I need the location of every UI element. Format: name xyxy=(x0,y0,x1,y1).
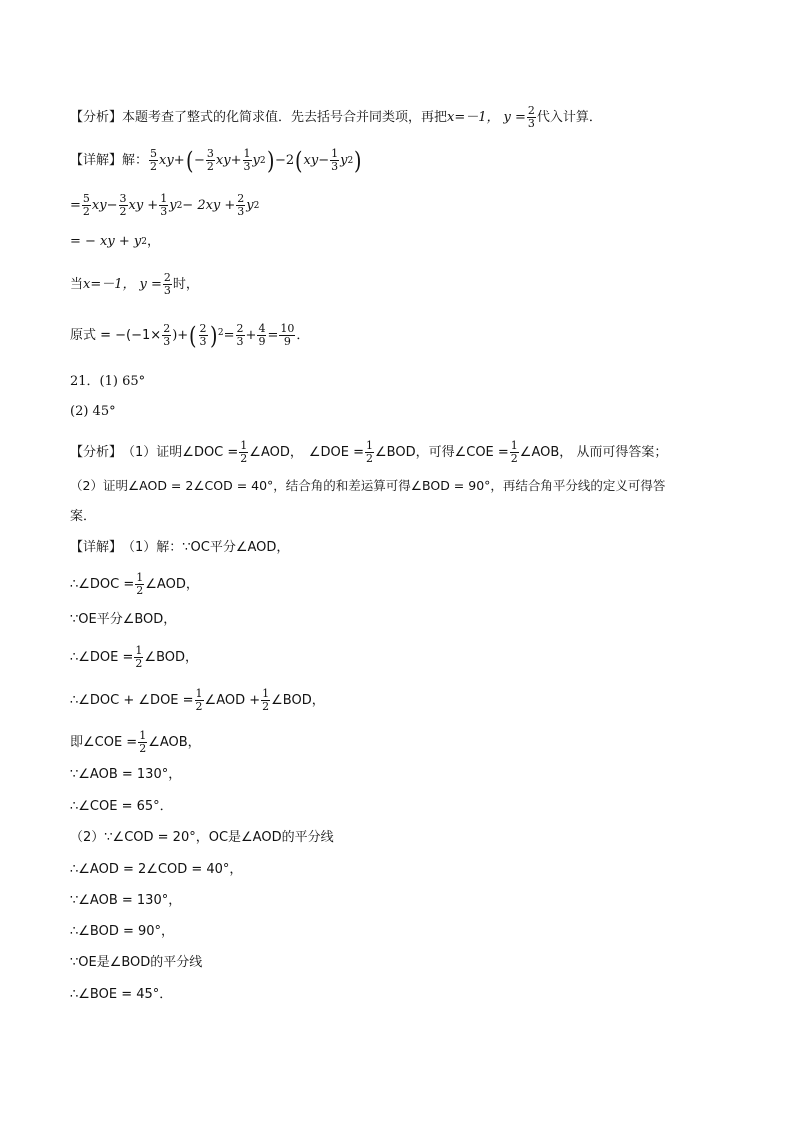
detail-text: ∴∠BOE = 45°． xyxy=(70,987,173,1002)
q21-detail-line-7 xyxy=(70,765,734,785)
punctuation: ， xyxy=(146,234,160,249)
term: xy xyxy=(215,152,231,168)
fraction: $\frac{3}{2}$ xyxy=(119,192,127,218)
coefficient: 2 xyxy=(285,152,295,168)
analysis-text: ∠DOE = xyxy=(308,444,364,460)
detail-text: ∴∠BOD = 90°， xyxy=(70,924,175,939)
q21-analysis-line-3 xyxy=(70,507,734,527)
operator: + xyxy=(230,152,242,168)
exponent: 2 xyxy=(217,328,224,338)
punctuation: ． xyxy=(296,327,310,343)
q21-detail-line-12 xyxy=(70,922,734,942)
term: y xyxy=(169,197,177,213)
paren-open: ( xyxy=(295,146,303,175)
fraction: $\frac{1}{2}$ xyxy=(136,571,144,597)
q21-detail-line-11 xyxy=(70,891,734,911)
term: xy xyxy=(303,152,319,168)
analysis-20-line xyxy=(70,105,734,130)
fraction: $\frac{1}{2}$ xyxy=(135,644,143,670)
paren-close: ) xyxy=(354,146,362,175)
fraction: $\frac{4}{9}$ xyxy=(258,322,266,348)
analysis-text: ∠AOB， 从而可得答案； xyxy=(519,444,668,460)
answer-part-2: (2) 45° xyxy=(70,404,116,419)
result-prefix: 原式 = −(−1× xyxy=(70,327,162,343)
term: − 2xy + xyxy=(182,197,236,213)
y-fraction: $\frac{2}{3}$ xyxy=(527,104,535,130)
q21-detail-line-2 xyxy=(70,572,734,597)
q21-detail-line-8 xyxy=(70,797,734,817)
when-label: 当 xyxy=(70,276,84,292)
equals: = xyxy=(223,327,235,343)
equals: = xyxy=(70,197,81,213)
analysis-tag: 【分析】 xyxy=(70,109,123,125)
fraction: $\frac{2}{3}$ xyxy=(199,322,207,348)
detail-20-when-line xyxy=(70,272,734,297)
detail-text: ∵OE是∠BOD的平分线 xyxy=(70,955,203,970)
q21-analysis-line-1 xyxy=(70,440,734,465)
term: xy xyxy=(91,197,107,213)
detail-text: 即∠COE = xyxy=(70,734,138,750)
q21-analysis-line-2 xyxy=(70,476,754,496)
fraction: $\frac{1}{2}$ xyxy=(262,687,270,713)
q21-detail-line-4 xyxy=(70,645,734,670)
detail-20-line-2 xyxy=(70,193,734,218)
exponent: 2 xyxy=(141,237,147,247)
analysis-text: ∠AOD， xyxy=(249,444,303,460)
detail-text: ∴∠AOD = 2∠COD = 40°， xyxy=(70,862,243,877)
analysis-text: 案． xyxy=(70,509,97,524)
fraction: $\frac{2}{3}$ xyxy=(237,192,245,218)
operator: + xyxy=(173,152,185,168)
y-value-label: y = xyxy=(503,109,526,125)
detail-text: ∵OE平分∠BOD， xyxy=(70,612,177,627)
fraction: $\frac{2}{3}$ xyxy=(163,271,171,297)
detail-text: ∠BOD， xyxy=(271,692,325,708)
analysis-text-1: 本题考查了整式的化简求值．先去括号合并同类项，再把 xyxy=(122,109,448,125)
q21-detail-line-1 xyxy=(70,538,734,558)
detail-text: ∠AOD， xyxy=(145,576,199,592)
fraction: $\frac{1}{3}$ xyxy=(243,147,251,173)
q21-detail-line-5 xyxy=(70,688,734,713)
analysis-text-2: 代入计算． xyxy=(536,109,602,125)
detail-text: ∠AOB， xyxy=(148,734,201,750)
paren-close: ) xyxy=(209,321,217,350)
q21-detail-line-14 xyxy=(70,985,734,1005)
q21-detail-line-6 xyxy=(70,730,734,755)
operator: )+ xyxy=(172,327,189,343)
fraction: $\frac{1}{2}$ xyxy=(366,439,373,465)
paren-close: ) xyxy=(266,146,275,175)
fraction: $\frac{1}{3}$ xyxy=(331,147,339,173)
fraction: $\frac{2}{3}$ xyxy=(163,322,171,348)
detail-text: ∴∠DOC + ∠DOE = xyxy=(70,692,194,708)
detail-text: ∴∠DOC = xyxy=(70,576,135,592)
fraction: $\frac{1}{2}$ xyxy=(139,729,147,755)
q21-detail-line-10 xyxy=(70,860,734,880)
detail-20-line-3 xyxy=(70,232,734,252)
analysis-text: （1）证明∠DOC = xyxy=(122,444,239,460)
operator: + xyxy=(245,327,257,343)
detail-text: （1）解：∵OC平分∠AOD， xyxy=(122,540,290,555)
detail-text: ∴∠DOE = xyxy=(70,649,134,665)
fraction: $\frac{1}{2}$ xyxy=(240,439,248,465)
analysis-text: ∠BOD，可得∠COE = xyxy=(375,444,509,460)
operator: − xyxy=(318,152,330,168)
detail-text: （2）∵∠COD = 20°，OC是∠AOD的平分线 xyxy=(70,830,334,845)
q21-detail-line-9 xyxy=(70,828,734,848)
q21-detail-line-3 xyxy=(70,610,734,630)
y-value-label: y = xyxy=(139,276,162,292)
x-value: x=－1， xyxy=(447,109,500,125)
analysis-text: （2）证明∠AOD = 2∠COD = 40°，结合角的和差运算可得∠BOD = 90°，再结合角平分线的定义可得答 xyxy=(70,478,666,493)
fraction: $\frac{1}{2}$ xyxy=(195,687,203,713)
fraction: $\frac{10}{9}$ xyxy=(280,322,295,348)
fraction: $\frac{5}{2}$ xyxy=(82,192,90,218)
paren-open: ( xyxy=(189,321,197,350)
when-suffix: 时， xyxy=(172,276,199,292)
detail-20-result-line xyxy=(70,323,734,348)
term: xy + xyxy=(128,197,159,213)
operator: − xyxy=(106,197,118,213)
operator: − xyxy=(194,152,205,168)
exponent: 2 xyxy=(253,200,260,211)
detail-text: ∠AOD + xyxy=(204,692,261,708)
term: y xyxy=(340,152,348,168)
q21-answer-1 xyxy=(70,372,734,392)
detail-text: ∵∠AOB = 130°， xyxy=(70,893,182,908)
detail-text: ∵∠AOB = 130°， xyxy=(70,767,182,782)
q21-detail-line-13 xyxy=(70,953,734,973)
fraction: $\frac{2}{3}$ xyxy=(236,322,244,348)
term: xy xyxy=(159,152,174,168)
analysis-tag: 【分析】 xyxy=(70,444,123,460)
fraction: $\frac{3}{2}$ xyxy=(206,147,214,173)
detail-tag: 【详解】 xyxy=(70,152,123,168)
exponent: 2 xyxy=(176,200,183,211)
detail-20-line-1 xyxy=(70,148,734,173)
exponent: 2 xyxy=(259,155,266,166)
q21-answer-2 xyxy=(70,402,734,422)
equals: = xyxy=(267,327,279,343)
term: y xyxy=(246,197,254,213)
paren-open: ( xyxy=(185,146,194,175)
exponent: 2 xyxy=(347,155,354,166)
detail-text: ∠BOD， xyxy=(144,649,199,665)
detail-tag: 【详解】 xyxy=(70,540,123,555)
question-number: 21．(1) 65° xyxy=(70,374,146,389)
detail-text: ∴∠COE = 65°． xyxy=(70,799,173,814)
expression: = − xy + y xyxy=(70,234,142,249)
operator: − xyxy=(274,152,286,168)
term: y xyxy=(252,152,260,168)
x-value: x=－1， xyxy=(83,276,136,292)
fraction: $\frac{5}{2}$ xyxy=(150,147,158,173)
detail-intro: 解： xyxy=(122,152,149,168)
fraction: $\frac{1}{2}$ xyxy=(510,439,518,465)
fraction: $\frac{1}{3}$ xyxy=(160,192,168,218)
